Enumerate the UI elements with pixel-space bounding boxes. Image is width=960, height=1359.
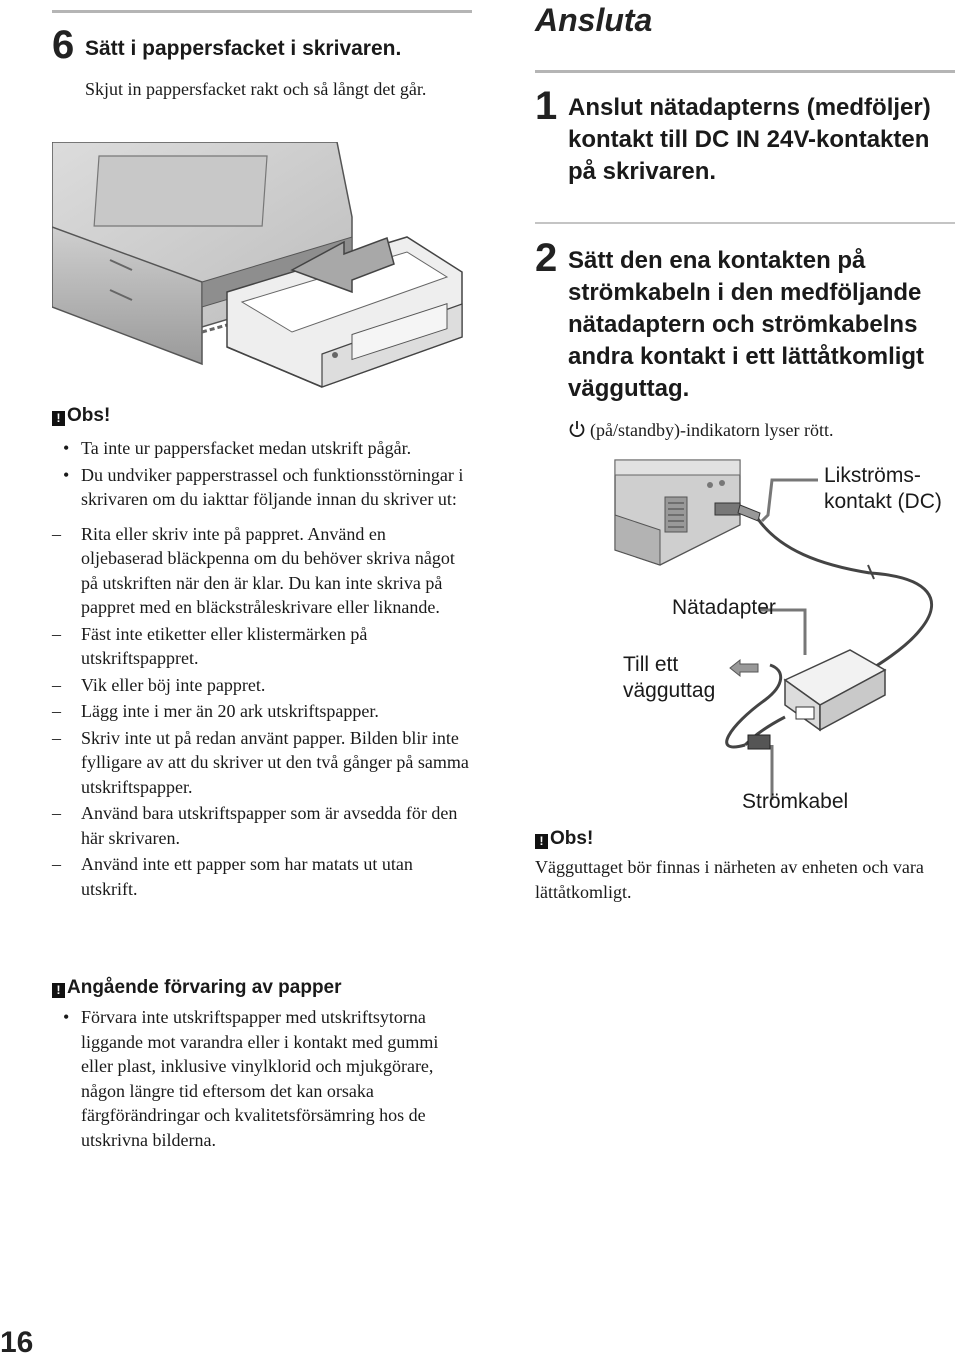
step-divider: [535, 222, 955, 224]
dc-plug-label-line1: Likströms-: [824, 464, 921, 487]
indicator-line: [568, 418, 833, 443]
power-standby-icon: [568, 420, 586, 438]
printer-paper-tray-illustration: [52, 142, 472, 400]
note-3-text: Vägguttaget bör finnas i närheten av enheten och vara lättåtkomligt.: [535, 857, 924, 902]
note-1-bullet: • Ta inte ur pappersfacket medan utskrift pågår.: [52, 436, 472, 463]
note-1-bullet-text: Du undviker papperstrassel och funktionsstörningar i skrivaren om du iakttar följande innan du skriver ut:: [81, 464, 464, 509]
note-2-bullet: • Förvara inte utskriftspapper med utskriftsytorna liggande mot varandra eller i kontakt med gummi eller plast, inklusive vinylklorid och mjukgörare, någon längre tid eftersom det kan orsaka färgförändringar och kvalitetsförsämring hos de utskrivna bilderna.: [52, 1005, 472, 1152]
note-2-icon: !: [52, 983, 65, 998]
step-6-heading: Sätt i pappersfacket i skrivaren.: [85, 37, 402, 60]
step-2-number: 2: [535, 236, 558, 280]
step-6-text: Skjut in pappersfacket rakt och så långt det går.: [85, 79, 427, 99]
note-1-title: [52, 405, 110, 427]
dc-plug-label-line2: kontakt (DC): [824, 490, 942, 513]
note-1-dash-item: – Rita eller skriv inte på pappret. Använd en oljebaserad bläckpenna om du behöver skriva något på utskriften när den är klar. Du kan inte skriva på pappret med en bläckstråleskrivare eller liknande.: [52, 522, 472, 622]
outlet-label-line2: vägguttag: [623, 679, 716, 702]
step-1-number: 1: [535, 84, 558, 128]
step-6-number: 6: [52, 23, 75, 67]
note-1-dash-list: [52, 522, 472, 904]
note-1-bullet: [52, 463, 472, 904]
note-1-dash-item: – Skriv inte ut på redan använt papper. Bilden blir inte fylligare av att du skriver ut den två gånger på samma utskriftspapper.: [52, 726, 472, 802]
dc-plug-label: [824, 463, 942, 515]
outlet-label-line1: Till ett: [623, 653, 679, 676]
indicator-text: (på/standby)-indikatorn lyser rött.: [590, 420, 834, 440]
note-2-title: [52, 977, 342, 999]
note-3-icon: !: [535, 834, 548, 849]
outlet-label: [623, 652, 715, 704]
note-3-title-text: Obs!: [550, 828, 594, 849]
note-1-dash-item: – Vik eller böj inte pappret.: [52, 673, 472, 700]
note-1-icon: !: [52, 411, 65, 426]
page-number: 16: [0, 1326, 34, 1359]
note-3-title: [535, 828, 593, 850]
top-rule-left: [52, 10, 472, 13]
top-rule-right: [535, 70, 955, 73]
adapter-label: Nätadapter: [672, 596, 776, 619]
section-title: Ansluta: [535, 2, 653, 38]
note-1-dash-item: – Fäst inte etiketter eller klistermärken på utskriftspappret.: [52, 622, 472, 673]
step-1-heading: Anslut nätadapterns (medföljer) kontakt till DC IN 24V-kontakten på skrivaren.: [568, 94, 931, 185]
note-2-title-text: Angående förvaring av papper: [67, 977, 342, 998]
note-1-dash-item: – Använd bara utskriftspapper som är avsedda för den här skrivaren.: [52, 801, 472, 852]
note-2-bullets: [52, 1005, 472, 1152]
note-1-bullets: [52, 436, 472, 903]
note-1-dash-item: – Lägg inte i mer än 20 ark utskriftspapper.: [52, 699, 472, 726]
step-2-heading: Sätt den ena kontakten på strömkabeln i den medföljande nätadaptern och strömkabelns andra kontakt i ett lättåtkomligt vägguttag.: [568, 247, 925, 402]
cable-label: Strömkabel: [742, 790, 849, 813]
note-1-title-text: Obs!: [67, 405, 111, 426]
note-1-dash-item: – Använd inte ett papper som har matats ut utan utskrift.: [52, 852, 472, 903]
